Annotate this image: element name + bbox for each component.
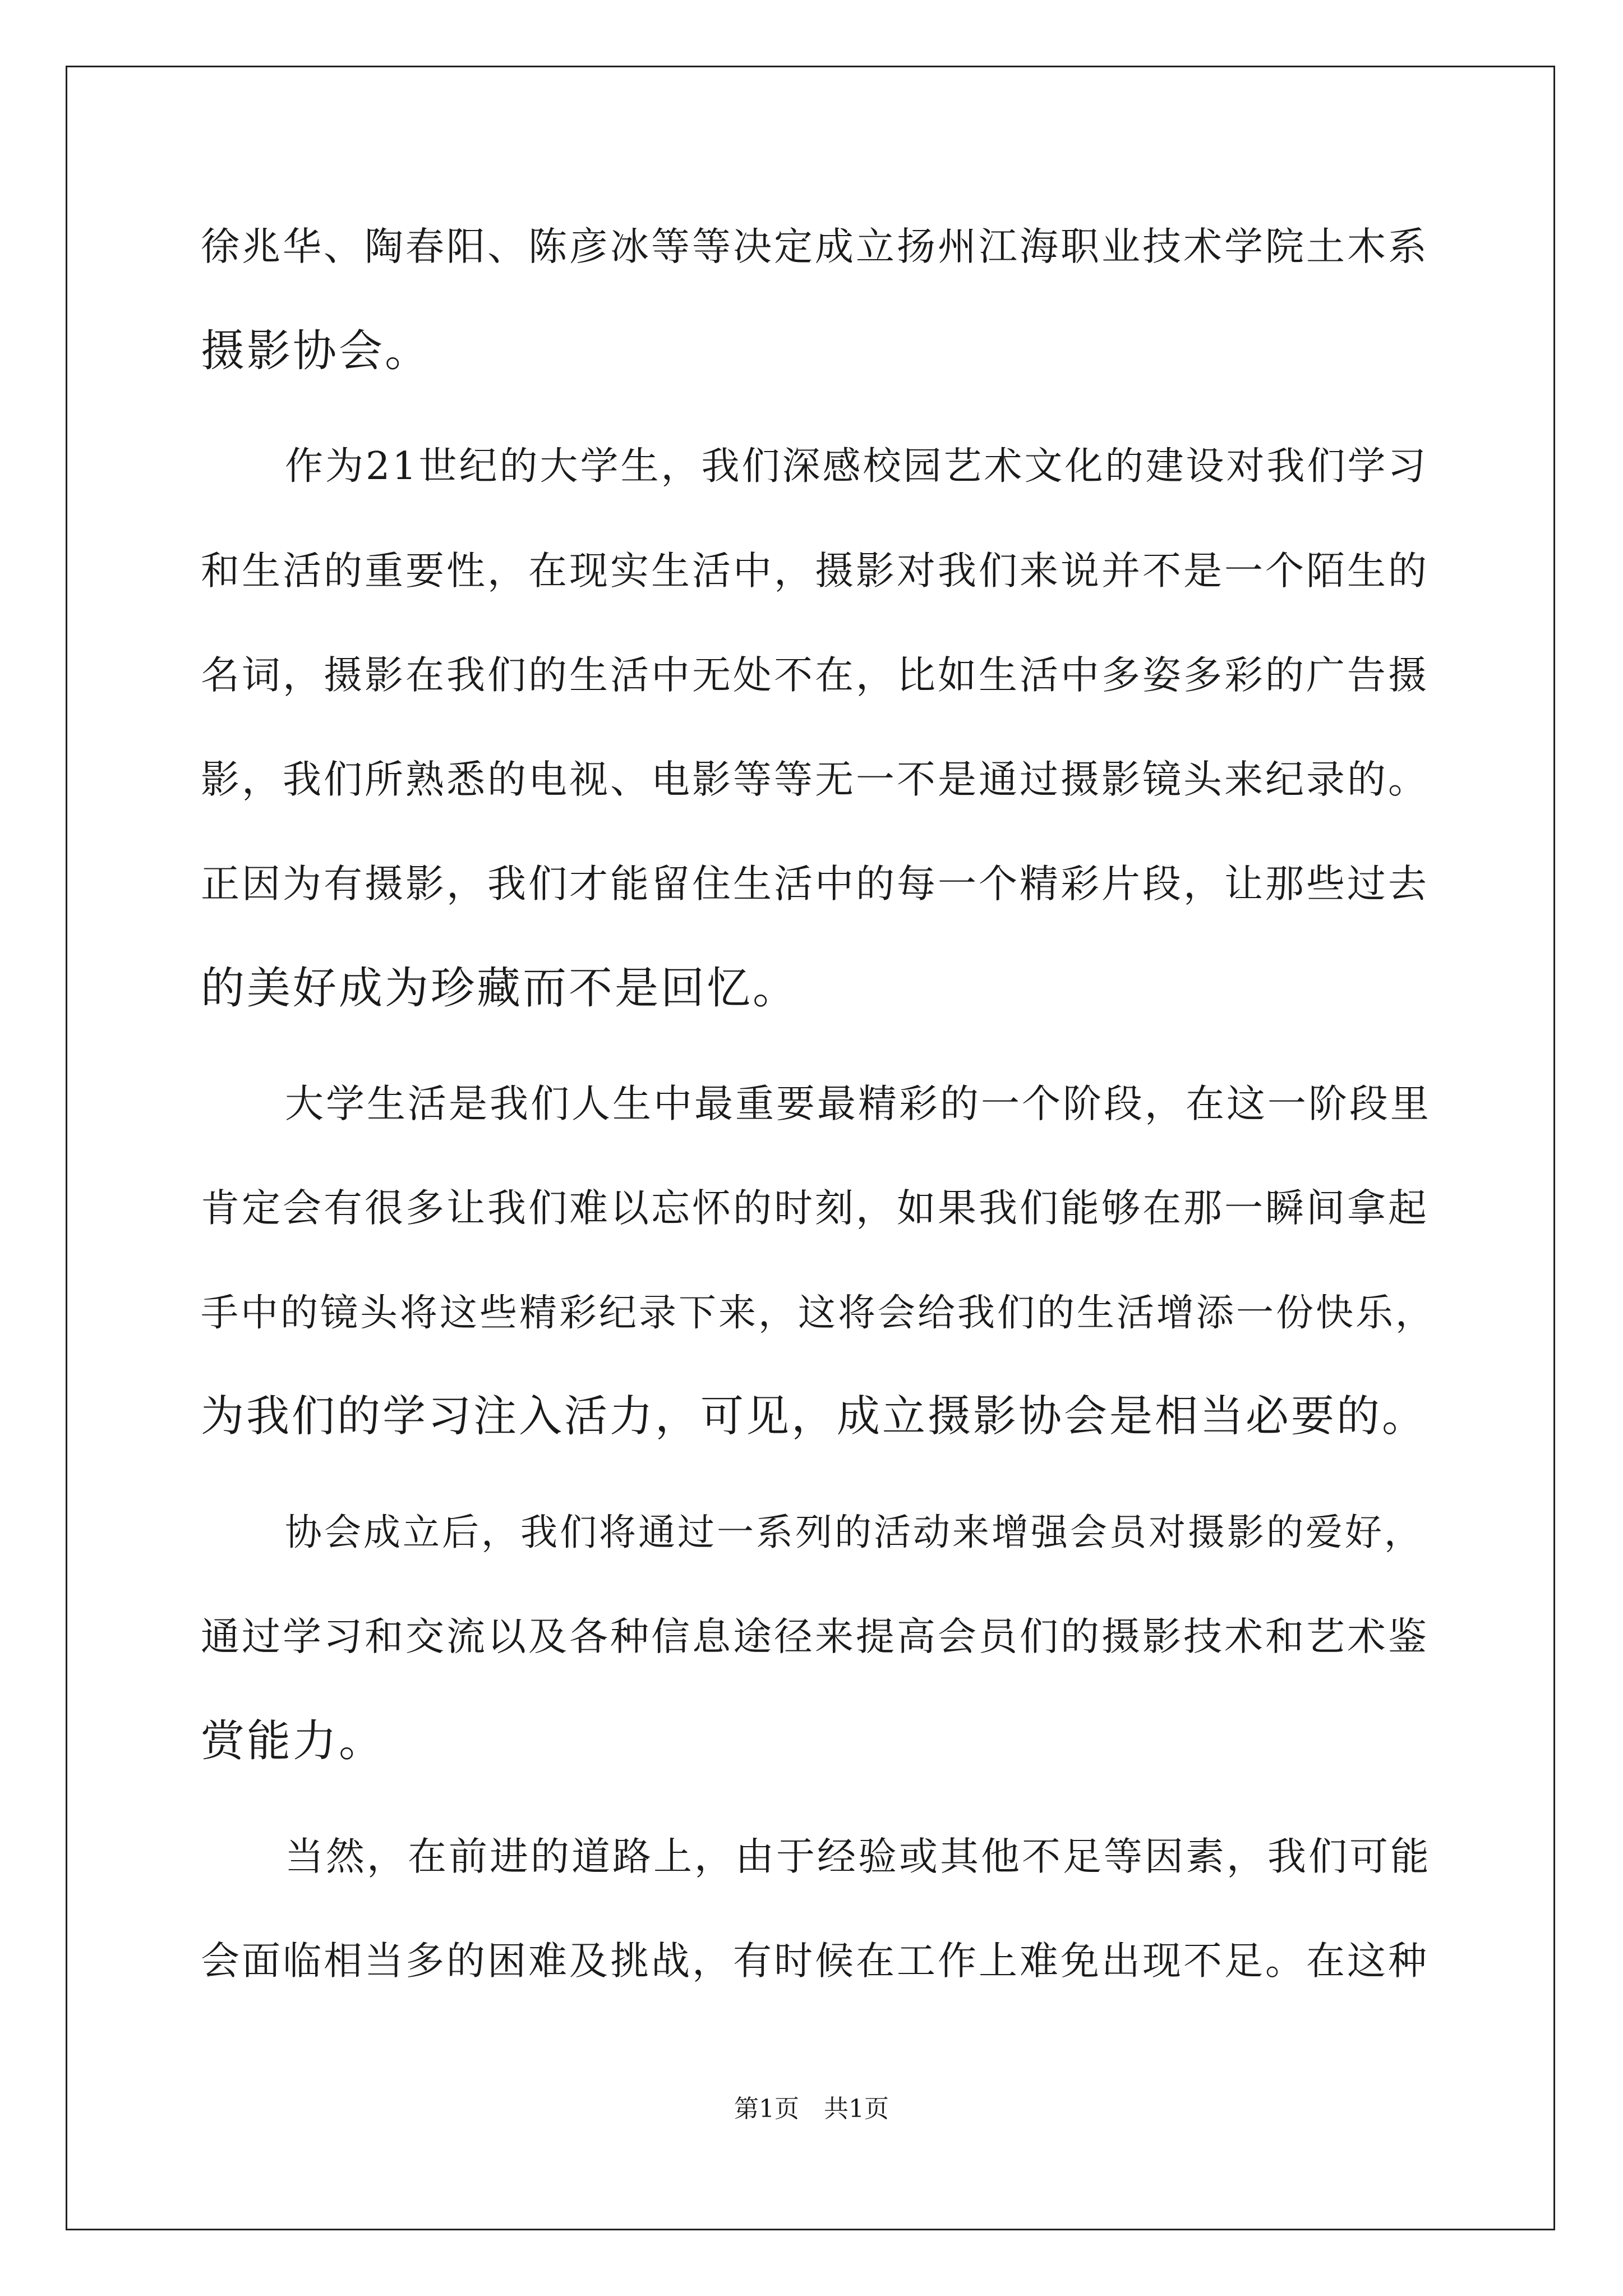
- text-line: 当然，在前进的道路上，由于经验或其他不足等因素，我们可能: [285, 1834, 1431, 1879]
- text-line: 手中的镜头将这些精彩纪录下来，这将会给我们的生活增添一份快乐，: [201, 1291, 1435, 1335]
- text-line: 大学生活是我们人生中最重要最精彩的一个阶段，在这一阶段里: [285, 1082, 1431, 1126]
- text-line: 通过学习和交流以及各种信息途径来提高会员们的摄影技术和艺术鉴: [201, 1614, 1429, 1659]
- text-line: 协会成立后，我们将通过一系列的活动来增强会员对摄影的爱好，: [285, 1511, 1423, 1554]
- text-line: 赏能力。: [201, 1716, 385, 1766]
- text-line: 肯定会有很多让我们难以忘怀的时刻，如果我们能够在那一瞬间拿起: [201, 1186, 1429, 1231]
- text-line: 会面临相当多的困难及挑战，有时候在工作上难免出现不足。在这种: [201, 1939, 1429, 1984]
- text-line: 正因为有摄影，我们才能留住生活中的每一个精彩片段，让那些过去: [201, 862, 1429, 907]
- text-line: 的美好成为珍藏而不是回忆。: [201, 963, 799, 1014]
- text-line: 作为21世纪的大学生，我们深感校园艺术文化的建设对我们学习: [285, 444, 1428, 489]
- text-line: 徐兆华、陶春阳、陈彦冰等等决定成立扬州江海职业技术学院土木系: [201, 224, 1429, 269]
- text-line: 摄影协会。: [201, 326, 431, 376]
- text-line: 和生活的重要性，在现实生活中，摄影对我们来说并不是一个陌生的: [201, 549, 1429, 593]
- page-border: [66, 66, 1555, 2230]
- text-line: 影，我们所熟悉的电视、电影等等无一不是通过摄影镜头来纪录的。: [201, 757, 1429, 802]
- page-footer: 第1页 共1页: [734, 2095, 889, 2123]
- text-line: 名词，摄影在我们的生活中无处不在，比如生活中多姿多彩的广告摄: [201, 653, 1429, 698]
- text-line: 为我们的学习注入活力，可见，成立摄影协会是相当必要的。: [201, 1392, 1427, 1442]
